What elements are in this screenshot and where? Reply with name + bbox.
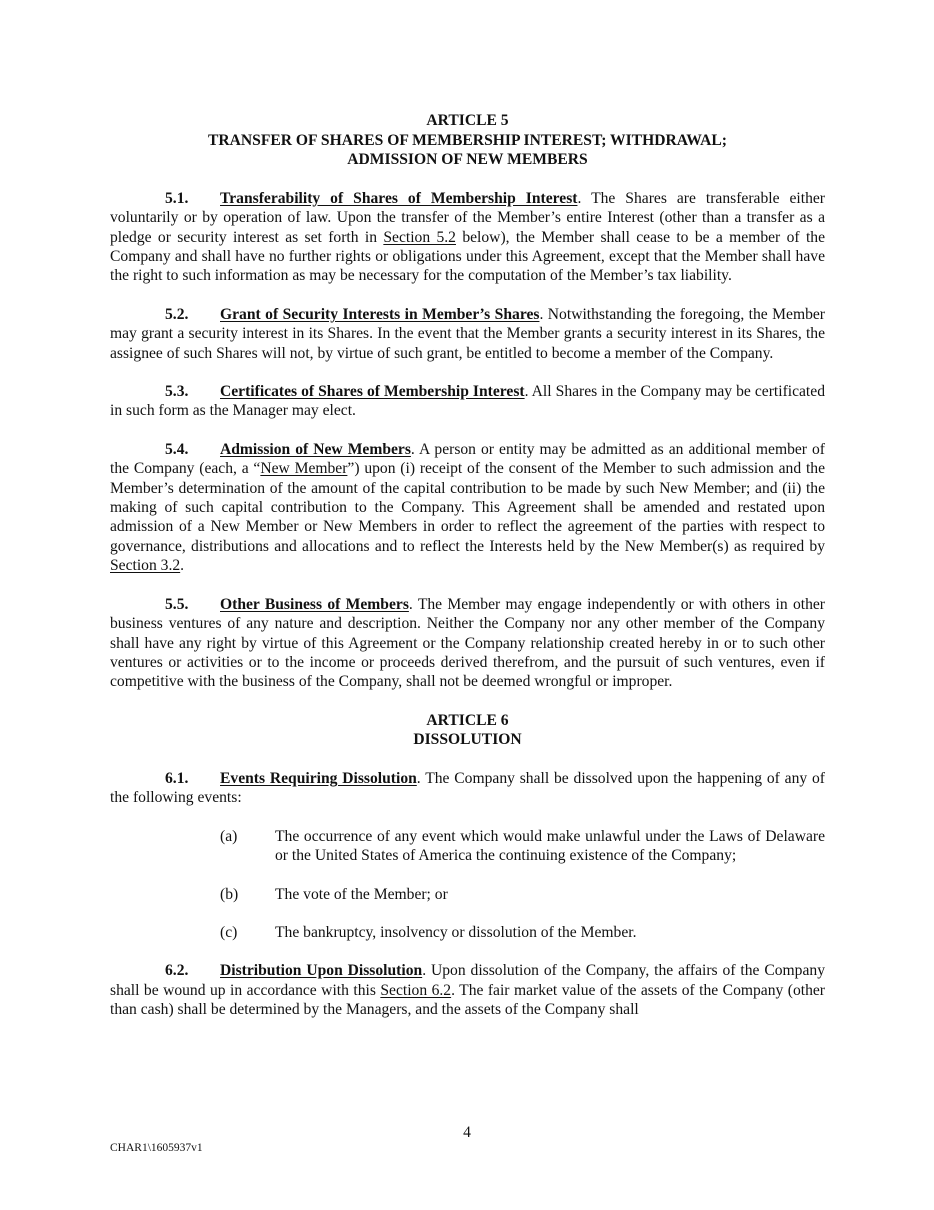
list-item-label: (c)	[220, 923, 238, 941]
article-5-number: ARTICLE 5	[426, 112, 509, 129]
section-number: 5.5.	[165, 595, 189, 613]
document-page	[110, 111, 825, 1020]
list-item-text: The bankruptcy, insolvency or dissolution of the Member.	[275, 923, 637, 941]
section-text: . Upon dissolution of the Company, the affairs of the Company shall be wound up in accordance with this	[110, 962, 825, 999]
cross-reference: Section 5.2	[383, 228, 456, 246]
section-text: . The Member may engage independently or with others in other business ventures of any nature and description. Neither the Company nor any other member of the Company shall have any right by virtue of this Agreement or the Company relationship created hereby in or to such other ventures or activities or to the income or proceeds derived therefrom, and the pursuit of such ventures, even if competitive with the business of the Company, shall not be deemed wrongful or improper.	[110, 595, 825, 691]
section-5-2	[110, 305, 825, 363]
list-item	[220, 885, 825, 904]
section-title: Distribution Upon Dissolution	[220, 962, 423, 980]
section-number: 5.2.	[165, 305, 189, 323]
section-text: . The Company shall be dissolved upon the happening of any of the following events:	[110, 769, 825, 807]
article-5-title-line-2: ADMISSION OF NEW MEMBERS	[347, 151, 588, 169]
page-number: 4	[463, 1124, 471, 1141]
section-5-3	[110, 382, 825, 421]
article-5-title-line-1: TRANSFER OF SHARES OF MEMBERSHIP INTEREST; WITHDRAWAL;	[207, 131, 727, 149]
section-6-2	[110, 961, 825, 1019]
section-number: 5.4.	[165, 440, 189, 458]
section-5-4	[110, 440, 825, 576]
list-item-text: The occurrence of any event which would make unlawful under the Laws of Delaware or the United States of America the continuing existence of the Company;	[275, 827, 825, 865]
section-title: Certificates of Shares of Membership Interest	[220, 383, 525, 401]
section-title: Transferability of Shares of Membership Interest	[220, 189, 578, 207]
section-number: 6.1.	[165, 769, 189, 787]
section-number: 5.1.	[165, 189, 189, 207]
section-title: Events Requiring Dissolution	[220, 769, 417, 787]
list-item-text: The vote of the Member; or	[275, 885, 448, 903]
section-5-5	[110, 595, 825, 692]
list-item	[220, 827, 825, 866]
section-number: 6.2.	[165, 962, 189, 980]
section-text: below), the Member shall cease to be a member of the Company and shall have no further rights or obligations under this Agreement, except that the Member shall have the right to such information as may be necessary for the computation of the Member’s tax liability.	[110, 228, 825, 285]
article-6-heading	[110, 711, 825, 750]
cross-reference: Section 3.2	[110, 557, 181, 575]
document-id: CHAR1\1605937v1	[110, 1142, 203, 1154]
section-6-1	[110, 769, 825, 808]
defined-term: New Member	[260, 460, 348, 478]
list-item-label: (b)	[220, 885, 239, 903]
section-5-1	[110, 189, 825, 286]
section-title: Grant of Security Interests in Member’s Shares	[220, 305, 540, 323]
section-title: Admission of New Members	[220, 440, 411, 458]
section-text: . All Shares in the Company may be certificated in such form as the Manager may elect.	[110, 383, 825, 420]
section-text: . The fair market value of the assets of the Company (other than cash) shall be determined by the Managers, and the assets of the Company shall	[110, 981, 825, 1019]
section-text: . The Shares are transferable either voluntarily or by operation of law. Upon the transfer of the Member’s entire Interest (other than a transfer as a pledge or security interest as set forth in	[110, 189, 825, 246]
article-5-heading	[110, 111, 825, 170]
section-text: ”) upon (i) receipt of the consent of the Member to such admission and the Member’s determination of the amount of the capital contribution to be made by such New Member; and (ii) the making of such capital contribution to the Company. This Agreement shall be amended and restated upon admission of a New Member or New Members in order to reflect the agreement of the parties with respect to governance, distributions and allocations and to reflect the Interests held by the New Member(s) as required by	[110, 460, 825, 555]
section-text: .	[180, 557, 185, 575]
section-text: . A person or entity may be admitted as an additional member of the Company (each, a “	[110, 440, 825, 478]
section-title: Other Business of Members	[220, 595, 409, 613]
cross-reference: Section 6.2	[380, 981, 452, 999]
section-text: . Notwithstanding the foregoing, the Member may grant a security interest in its Shares. In the event that the Member grants a security interest in its Shares, the assignee of such Shares will not, by virtue of such grant, be entitled to become a member of the Company.	[110, 305, 825, 362]
section-number: 5.3.	[165, 383, 189, 401]
list-item	[220, 923, 825, 942]
article-6-number: ARTICLE 6	[426, 711, 509, 729]
article-6-title: DISSOLUTION	[413, 731, 522, 749]
list-item-label: (a)	[220, 827, 238, 845]
